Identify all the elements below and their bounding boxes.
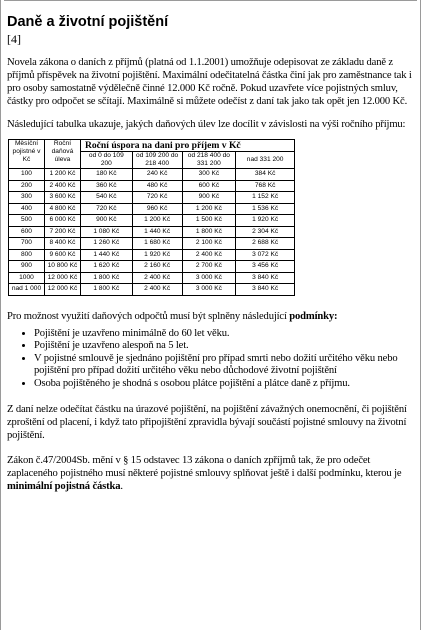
table-cell: 480 Kč — [132, 180, 182, 192]
table-cell: 300 — [9, 192, 45, 204]
table-cell: 1 920 Kč — [236, 215, 295, 227]
header-bracket: od 218 400 do 331 200 — [182, 152, 236, 169]
table-cell: 3 000 Kč — [182, 272, 236, 284]
table-cell: nad 1 000 — [9, 284, 45, 296]
table-cell: 10 800 Kč — [44, 261, 80, 273]
header-bracket: od 109 200 do 218 400 — [132, 152, 182, 169]
table-cell: 2 160 Kč — [132, 261, 182, 273]
table-row — [9, 249, 295, 261]
conditions-lead: Pro možnost využití daňových odpočtů musí být splněny následující — [7, 310, 290, 322]
law-bold: minimální pojistná částka — [7, 481, 121, 492]
table-cell: 1 440 Kč — [132, 226, 182, 238]
table-cell: 1 680 Kč — [132, 238, 182, 250]
table-cell: 8 400 Kč — [44, 238, 80, 250]
header-annual-savings: Roční úspora na dani pro příjem v Kč — [80, 140, 294, 152]
table-cell: 2 400 Kč — [182, 249, 236, 261]
table-row — [9, 169, 295, 181]
table-cell: 800 — [9, 249, 45, 261]
tax-savings-table — [8, 139, 295, 296]
table-cell: 200 — [9, 180, 45, 192]
table-row — [9, 226, 295, 238]
table-cell: 500 — [9, 215, 45, 227]
table-cell: 2 700 Kč — [182, 261, 236, 273]
condition-item: • Pojištění je uzavřeno minimálně do 60 let věku. — [34, 328, 417, 341]
table-cell: 600 — [9, 226, 45, 238]
law-paragraph — [7, 454, 417, 493]
table-cell: 1 200 Kč — [182, 203, 236, 215]
table-cell: 2 688 Kč — [236, 238, 295, 250]
table-cell: 900 Kč — [80, 215, 132, 227]
table-row — [9, 272, 295, 284]
table-cell: 12 000 Kč — [44, 272, 80, 284]
table-cell: 3 000 Kč — [182, 284, 236, 296]
table-cell: 540 Kč — [80, 192, 132, 204]
table-cell: 2 304 Kč — [236, 226, 295, 238]
table-cell: 960 Kč — [132, 203, 182, 215]
table-cell: 1000 — [9, 272, 45, 284]
table-cell: 7 200 Kč — [44, 226, 80, 238]
table-cell: 2 400 Kč — [44, 180, 80, 192]
table-cell: 3 600 Kč — [44, 192, 80, 204]
table-cell: 1 200 Kč — [132, 215, 182, 227]
table-cell: 1 080 Kč — [80, 226, 132, 238]
law-lead: Zákon č.47/2004Sb. mění v § 15 odstavec 13 zákona o daních zpříjmů tak, že pro odečet zaplaceného pojistného musí některé pojistné smlouvy splňovat ještě i další podmínku, kterou je — [7, 455, 402, 479]
table-cell: 1 536 Kč — [236, 203, 295, 215]
document-content — [7, 14, 417, 493]
table-cell: 1 200 Kč — [44, 169, 80, 181]
table-cell: 3 840 Kč — [236, 272, 295, 284]
table-cell: 6 000 Kč — [44, 215, 80, 227]
header-annual-relief: Roční daňová úleva — [44, 140, 80, 169]
table-cell: 3 072 Kč — [236, 249, 295, 261]
table-cell: 1 260 Kč — [80, 238, 132, 250]
table-cell: 1 620 Kč — [80, 261, 132, 273]
table-cell: 1 500 Kč — [182, 215, 236, 227]
conditions-list — [7, 328, 417, 391]
table-cell: 384 Kč — [236, 169, 295, 181]
table-cell: 360 Kč — [80, 180, 132, 192]
table-cell: 1 800 Kč — [80, 272, 132, 284]
table-row — [9, 203, 295, 215]
header-bracket: od 0 do 109 200 — [80, 152, 132, 169]
table-cell: 700 — [9, 238, 45, 250]
table-row — [9, 215, 295, 227]
table-cell: 12 000 Kč — [44, 284, 80, 296]
table-cell: 240 Kč — [132, 169, 182, 181]
table-cell: 400 — [9, 203, 45, 215]
header-bracket: nad 331 200 — [236, 152, 295, 169]
condition-item: • Osoba pojištěného je shodná s osobou plátce pojištění a plátce daně z příjmu. — [34, 378, 417, 391]
table-cell: 600 Kč — [182, 180, 236, 192]
conditions-paragraph — [7, 310, 417, 323]
table-cell: 768 Kč — [236, 180, 295, 192]
table-cell: 900 — [9, 261, 45, 273]
table-cell: 1 920 Kč — [132, 249, 182, 261]
conditions-bold: podmínky: — [289, 310, 338, 322]
table-cell: 720 Kč — [132, 192, 182, 204]
table-cell: 1 152 Kč — [236, 192, 295, 204]
table-cell: 300 Kč — [182, 169, 236, 181]
table-cell: 3 840 Kč — [236, 284, 295, 296]
table-cell: 2 400 Kč — [132, 272, 182, 284]
table-intro-paragraph: Následující tabulka ukazuje, jakých daňových úlev lze docílit v závislosti na výši ročního příjmu: — [7, 119, 406, 130]
table-cell: 4 800 Kč — [44, 203, 80, 215]
page-title: Daně a životní pojištění — [7, 14, 169, 30]
table-row — [9, 261, 295, 273]
table-cell: 9 600 Kč — [44, 249, 80, 261]
table-cell: 2 100 Kč — [182, 238, 236, 250]
table-cell: 2 400 Kč — [132, 284, 182, 296]
table-body — [9, 169, 295, 296]
table-cell: 1 800 Kč — [80, 284, 132, 296]
table-row — [9, 180, 295, 192]
table-cell: 720 Kč — [80, 203, 132, 215]
header-monthly-premium: Měsíční pojistné v Kč — [9, 140, 45, 169]
table-cell: 900 Kč — [182, 192, 236, 204]
table-row — [9, 192, 295, 204]
table-cell: 180 Kč — [80, 169, 132, 181]
table-cell: 3 456 Kč — [236, 261, 295, 273]
table-row — [9, 238, 295, 250]
reference-number: [4] — [7, 32, 21, 46]
condition-item: • Pojištění je uzavřeno alespoň na 5 let. — [34, 340, 417, 353]
table-cell: 1 440 Kč — [80, 249, 132, 261]
table-cell: 100 — [9, 169, 45, 181]
accident-insurance-paragraph: Z daní nelze odečítat částku na úrazové pojištění, na pojištění závažných onemocnění, či pojištění zproštění od placení, i když tato připojištění zpravidla bývají součástí pojistné smlouvy na životní pojištění. — [7, 404, 407, 441]
intro-paragraph: Novela zákona o daních z příjmů (platná od 1.1.2001) umožňuje odepisovat ze základu daně z příjmů příspěvek na životní pojištění. Maximální odečitatelná částka činí jak pro zaměstnance tak i pro osoby samostatně výdělečně činné 12.000 Kč ročně. Pokud uzavřete více pojistných smluv, částky pro odpočet se sčítají. Maximálně si můžete odečíst z daní tak jako tak opět jen 12.000 Kč. — [7, 57, 412, 107]
law-end: . — [120, 481, 123, 492]
table-cell: 1 800 Kč — [182, 226, 236, 238]
table-row — [9, 284, 295, 296]
condition-item: • V pojistné smlouvě je sjednáno pojištění pro případ smrti nebo dožití určitého věku nebo pojištění pro případ dožití určitého věku nebo důchodové životní pojištění — [34, 353, 417, 378]
